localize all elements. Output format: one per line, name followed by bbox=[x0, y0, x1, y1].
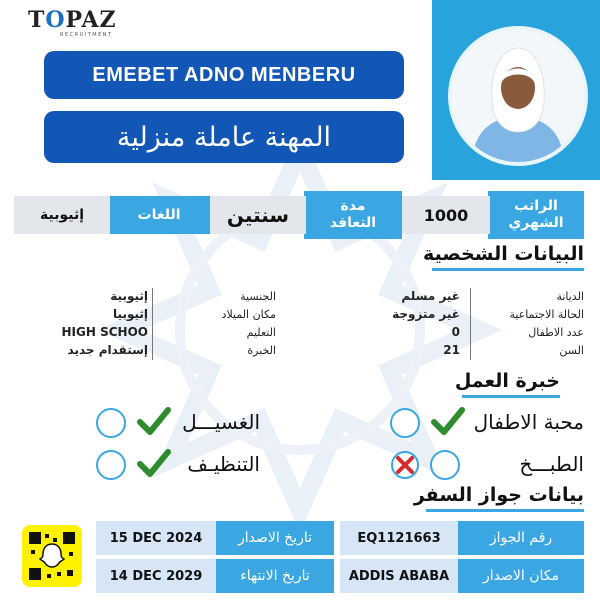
expiry-date-value: 14 DEC 2029 bbox=[96, 559, 216, 593]
children-value: 0 bbox=[451, 325, 460, 339]
personal-heading-underline bbox=[432, 268, 584, 271]
salary-value: 1000 bbox=[402, 196, 490, 234]
nationality-label: الجنسية bbox=[240, 290, 276, 303]
skill-childcare-circle bbox=[390, 408, 420, 438]
issue-place-value: ADDIS ABABA bbox=[340, 559, 458, 593]
religion-label: الديانة bbox=[556, 290, 584, 303]
birthplace-label: مكان الميلاد bbox=[221, 308, 276, 321]
skill-cleaning-label: التنظيـف bbox=[187, 452, 260, 476]
age-label: السن bbox=[559, 344, 584, 357]
personal-right-divider bbox=[470, 288, 471, 360]
candidate-name: EMEBET ADNO MENBERU bbox=[44, 51, 404, 99]
skill-laundry-circle bbox=[96, 408, 126, 438]
salary-label: الراتب الشهري bbox=[488, 191, 584, 239]
expiry-date-label: تاريخ الانتهاء bbox=[216, 559, 334, 593]
contract-value: سنتين bbox=[210, 196, 306, 234]
religion-value: غير مسلم bbox=[401, 289, 460, 303]
experience-label: الخبرة bbox=[247, 344, 276, 357]
skill-childcare-label: محبة الاطفال bbox=[473, 410, 584, 434]
skill-cooking-circle bbox=[430, 450, 460, 480]
check-icon bbox=[136, 404, 172, 438]
company-logo bbox=[28, 8, 118, 42]
experience-heading-underline bbox=[462, 395, 560, 398]
languages-label: اللغات bbox=[108, 196, 210, 234]
check-icon bbox=[430, 404, 466, 438]
marital-value: غير متزوجة bbox=[392, 307, 460, 321]
passport-heading: بيانات جواز السفر bbox=[413, 484, 584, 506]
skill-laundry-label: الغسيـــل bbox=[182, 410, 260, 434]
logo-tagline: RECRUITMENT bbox=[60, 32, 113, 38]
birthplace-value: إثيوبيا bbox=[113, 307, 148, 321]
marital-label: الحالة الاجتماعية bbox=[509, 308, 584, 321]
candidate-photo bbox=[448, 26, 588, 166]
personal-heading: البيانات الشخصية bbox=[423, 243, 584, 265]
issue-place-label: مكان الاصدار bbox=[458, 559, 584, 593]
candidate-profession: المهنة عاملة منزلية bbox=[44, 111, 404, 163]
age-value: 21 bbox=[443, 343, 460, 357]
children-label: عدد الاطفال bbox=[528, 326, 584, 339]
cross-icon bbox=[390, 450, 420, 480]
personal-left-divider bbox=[152, 288, 153, 360]
contract-label: مدة التعاقد bbox=[304, 191, 402, 239]
issue-date-label: تاريخ الاصدار bbox=[216, 521, 334, 555]
skill-cooking-label: الطبـــخ bbox=[519, 452, 584, 476]
passport-heading-underline bbox=[426, 509, 584, 512]
languages-value: إثيوبية bbox=[14, 196, 110, 234]
passport-number-value: EQ1121663 bbox=[340, 521, 458, 555]
education-label: التعليم bbox=[246, 326, 276, 339]
issue-date-value: 15 DEC 2024 bbox=[96, 521, 216, 555]
experience-value: إستقدام جديد bbox=[67, 343, 148, 357]
logo-brand: TOPAZ bbox=[28, 7, 117, 33]
experience-heading: خبرة العمل bbox=[454, 370, 560, 392]
snapchat-qr-icon[interactable] bbox=[22, 525, 82, 587]
check-icon bbox=[136, 446, 172, 480]
passport-number-label: رقم الجواز bbox=[458, 521, 584, 555]
education-value: HIGH SCHOO bbox=[61, 325, 148, 339]
skill-cleaning-circle bbox=[96, 450, 126, 480]
nationality-value: إثيوبية bbox=[110, 289, 148, 303]
